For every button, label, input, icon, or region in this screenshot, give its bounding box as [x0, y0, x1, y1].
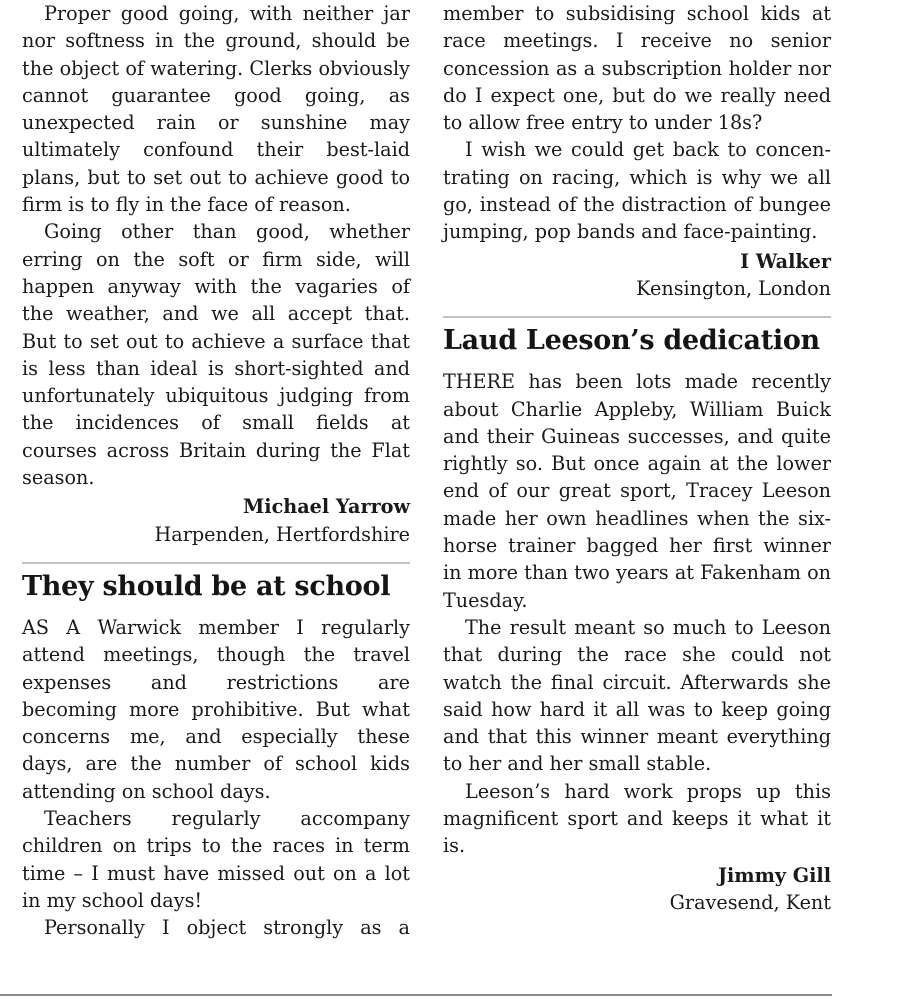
letter-yarrow	[22, 0, 410, 548]
author-location: Harpenden, Hertfordshire	[154, 522, 410, 546]
author-name: Jimmy Gill	[717, 863, 831, 887]
letter-headline: They should be at school	[22, 570, 391, 602]
signature	[443, 248, 831, 303]
letter-school	[22, 570, 410, 942]
section-divider	[22, 562, 410, 564]
author-location: Kensington, London	[636, 276, 831, 300]
letter-paragraph: Leeson’s hard work props up this magnificent sport and keeps it what it is.	[443, 779, 831, 858]
letter-leeson	[443, 324, 831, 916]
letter-paragraph: I wish we could get back to concentrating on racing, which is why we all go, instead of the distraction of bungee jumping, pop bands and face-painting.	[443, 138, 831, 244]
letter-paragraph: Proper good going, with neither jar nor softness in the ground, should be the object of watering. Clerks obviously cannot guarantee good going, as unexpected rain or sunshine may ultimately confound their best-laid plans, but to set out to achieve good to firm is to fly in the face of reason.	[22, 2, 410, 217]
author-name: I Walker	[740, 249, 831, 273]
letter-paragraph: The result meant so much to Leeson that during the race she could not watch the final circuit. Afterwards she said how hard it all was to keep going and that this winner meant everything to her and her small stable.	[443, 615, 831, 776]
letter-headline: Laud Leeson’s dedication	[443, 325, 820, 357]
bottom-rule	[0, 994, 832, 996]
letter-paragraph: Personally I object strongly as a	[44, 916, 410, 940]
letter-school-continued	[443, 0, 831, 302]
left-column	[22, 0, 410, 942]
letter-paragraph: THERE has been lots made recently about Charlie Appleby, William Buick and their Guineas successes, and quite rightly so. But once again at the lower end of our great sport, Tracey Leeson made her own headlines when the six-horse trainer bagged her first winner in more than two years at Fakenham on Tuesday.	[443, 370, 831, 612]
author-location: Gravesend, Kent	[669, 890, 831, 914]
letter-paragraph: Teachers regularly accompany children on trips to the races in term time – I must have missed out on a lot in my school days!	[22, 807, 410, 912]
author-name: Michael Yarrow	[243, 495, 410, 519]
letter-paragraph: Going other than good, whether erring on the soft or firm side, will happen anyway with the vagaries of the weather, and we all accept that. But to set out to achieve a surface that is less than ideal is short-sighted and unfortunately ubiquitous judging from the incidences of small fields at courses across Britain during the Flat season.	[22, 220, 410, 490]
letter-paragraph: member to subsidising school kids at race meetings. I receive no senior concession as a subscription holder nor do I expect one, but do we really need to allow free entry to under 18s?	[443, 2, 831, 135]
right-column	[443, 0, 831, 916]
letter-paragraph: AS A Warwick member I regularly attend meetings, though the travel expenses and restrictions are becoming more prohibitive. But what concerns me, and especially these days, are the number of school kids attending on school days.	[22, 615, 410, 803]
signature	[22, 493, 410, 548]
signature	[443, 862, 831, 917]
section-divider	[443, 316, 831, 318]
